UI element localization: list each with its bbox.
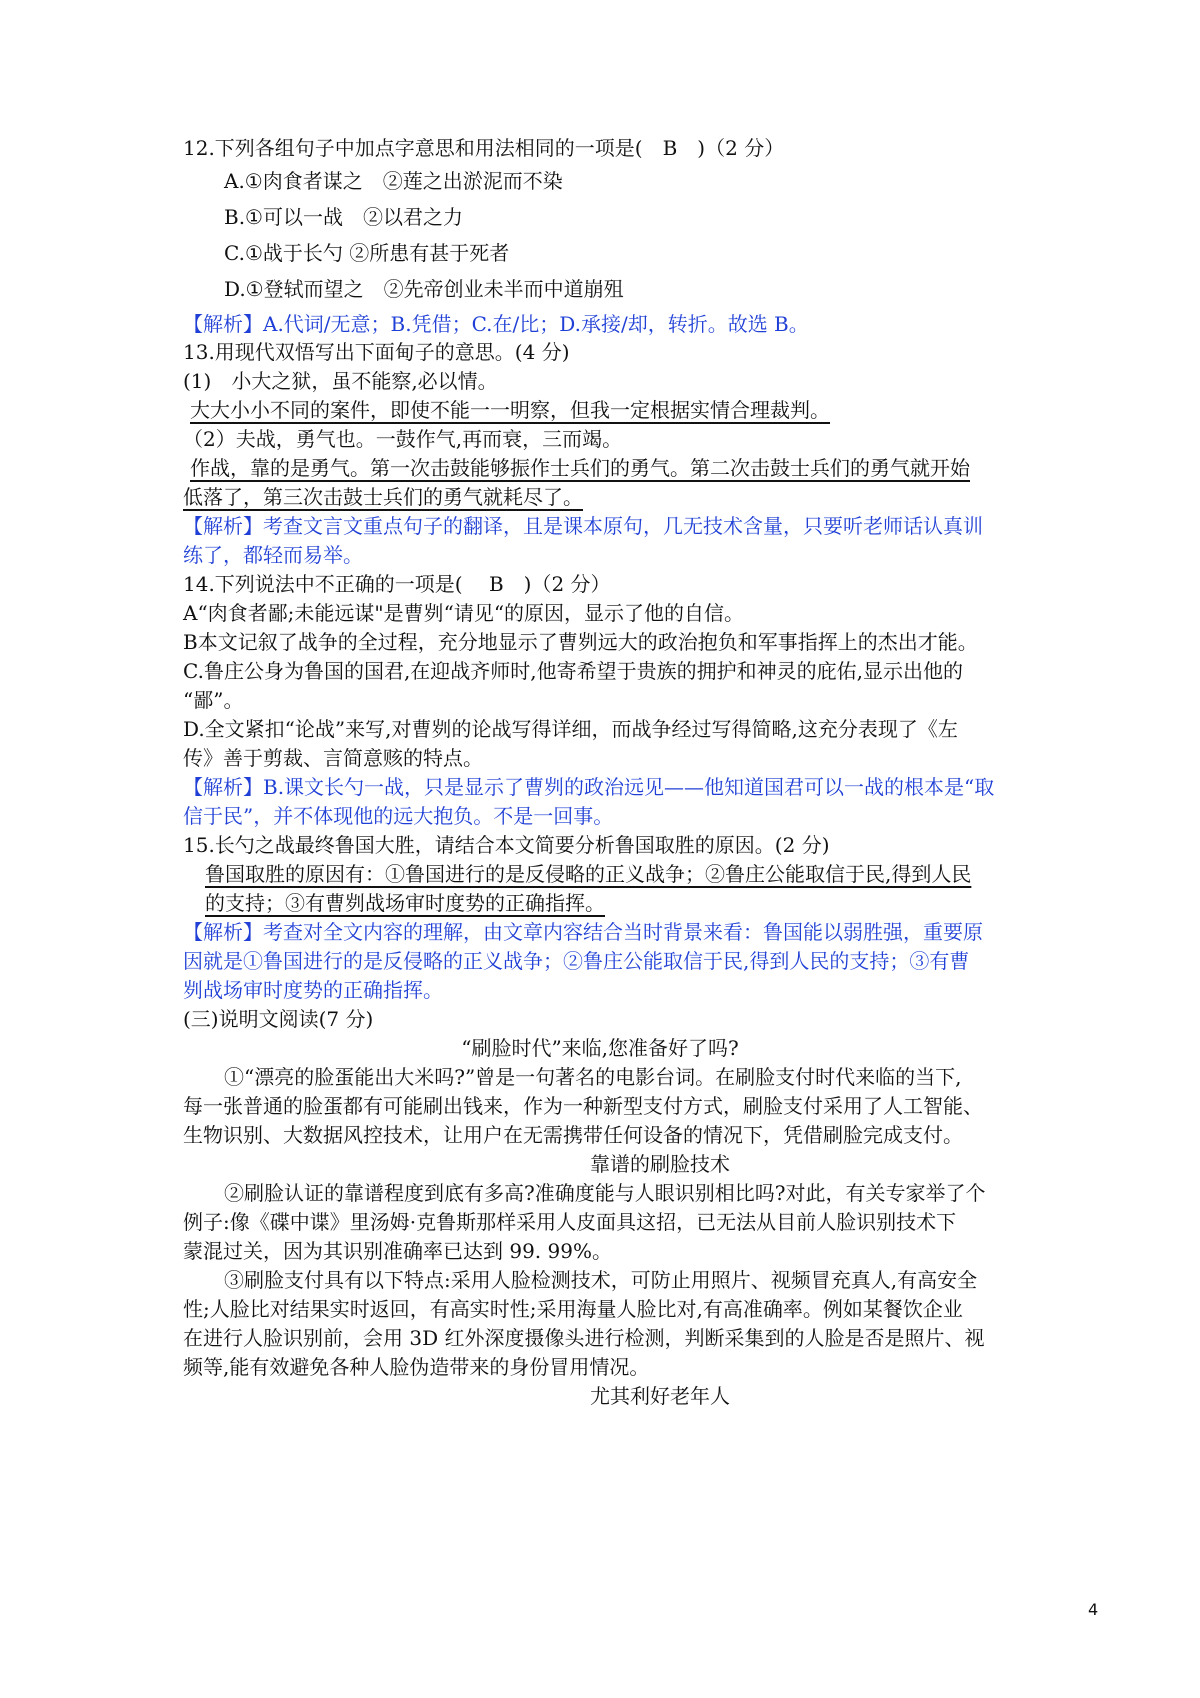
q12-question: 12.下列各组句子中加点字意思和用法相同的一项是( B )（2 分）: [183, 136, 785, 160]
paragraph-1-line-2: 每一张普通的脸蛋都有可能刷出钱来，作为一种新型支付方式，刷脸支付采用了人工智能、: [183, 1094, 983, 1118]
paragraph-3-line-4: 频等,能有效避免各种人脸伪造带来的身份冒用情况。: [183, 1355, 650, 1379]
q14-analysis-line-1: 【解析】B.课文长勺一战，只是显示了曹刿的政治远见——他知道国君可以一战的根本是“取: [183, 775, 995, 799]
q12-option-b: B.①可以一战 ②以君之力: [224, 205, 463, 229]
q13-sentence-1: (1) 小大之狱，虽不能察,必以情。: [183, 369, 498, 393]
q14-option-d-line-1: D.全文紧扣“论战”来写,对曹刿的论战写得详细，而战争经过写得简略,这充分表现了《左: [183, 717, 958, 741]
q12-option-c: C.①战于长勺 ②所患有甚于死者: [224, 241, 510, 265]
q13-sentence-2: （2）夫战，勇气也。一鼓作气,再而衰，三而竭。: [183, 427, 623, 451]
q14-option-c-line-1: C.鲁庄公身为鲁国的国君,在迎战齐师时,他寄希望于贵族的拥护和神灵的庇佑,显示出他的: [183, 659, 964, 683]
subheading-2: 尤其利好老年人: [590, 1384, 730, 1408]
q13-answer-2-line-1: 作战，靠的是勇气。第一次击鼓能够振作士兵们的勇气。第二次击鼓士兵们的勇气就开始: [190, 456, 970, 480]
q12-option-d: D.①登轼而望之 ②先帝创业未半而中道崩殂: [224, 277, 624, 301]
q13-analysis-line-2: 练了，都轻而易举。: [183, 543, 363, 567]
paragraph-2-line-2: 例子:像《碟中谍》里汤姆·克鲁斯那样采用人皮面具这招，已无法从目前人脸识别技术下: [183, 1210, 957, 1234]
q14-option-c-line-2: “鄙”。: [183, 688, 244, 712]
q15-analysis-line-2: 因就是①鲁国进行的是反侵略的正义战争；②鲁庄公能取信于民,得到人民的支持；③有曹: [183, 949, 970, 973]
q15-analysis-line-1: 【解析】考查对全文内容的理解，由文章内容结合当时背景来看：鲁国能以弱胜强，重要原: [183, 920, 983, 944]
paragraph-1-line-1: ①“漂亮的脸蛋能出大米吗?”曾是一句著名的电影台词。在刷脸支付时代来临的当下,: [224, 1065, 962, 1089]
paragraph-2-line-1: ②刷脸认证的靠谱程度到底有多高?准确度能与人眼识别相比吗?对此，有关专家举了个: [224, 1181, 986, 1205]
q14-option-d-line-2: 传》善于剪裁、言简意赅的特点。: [183, 746, 483, 770]
article-title: “刷脸时代”来临,您准备好了吗?: [461, 1036, 739, 1060]
section-heading: (三)说明文阅读(7 分): [183, 1007, 374, 1031]
q13-analysis-line-1: 【解析】考查文言文重点句子的翻译，且是课本原句，几无技术含量，只要听老师话认真训: [183, 514, 983, 538]
q14-option-a: A“肉食者鄙;未能远谋"是曹刿“请见“的原因，显示了他的自信。: [183, 601, 745, 625]
q15-answer-line-1: 鲁国取胜的原因有：①鲁国进行的是反侵略的正义战争；②鲁庄公能取信于民,得到人民: [205, 862, 972, 886]
paragraph-2-line-3: 蒙混过关，因为其识别准确率已达到 99. 99%。: [183, 1239, 612, 1263]
q14-option-b: B本文记叙了战争的全过程，充分地显示了曹刿远大的政治抱负和军事指挥上的杰出才能。: [183, 630, 978, 654]
page-number: 4: [1088, 1600, 1099, 1619]
q12-option-a: A.①肉食者谋之 ②莲之出淤泥而不染: [224, 169, 563, 193]
paragraph-3-line-3: 在进行人脸识别前，会用 3D 红外深度摄像头进行检测，判断采集到的人脸是否是照片、视: [183, 1326, 985, 1350]
q13-question: 13.用现代双悟写出下面甸子的意思。(4 分): [183, 340, 570, 364]
q13-answer-1: 大大小小不同的案件，即使不能一一明察，但我一定根据实情合理裁判。: [190, 398, 830, 422]
q15-analysis-line-3: 刿战场审时度势的正确指挥。: [183, 978, 443, 1002]
q15-question: 15.长勺之战最终鲁国大胜，请结合本文简要分析鲁国取胜的原因。(2 分): [183, 833, 830, 857]
paragraph-3-line-2: 性;人脸比对结果实时返回，有高实时性;采用海量人脸比对,有高准确率。例如某餐饮企业: [183, 1297, 963, 1321]
paragraph-3-line-1: ③刷脸支付具有以下特点:采用人脸检测技术，可防止用照片、视频冒充真人,有高安全: [224, 1268, 978, 1292]
subheading-1: 靠谱的刷脸技术: [590, 1152, 730, 1176]
q15-answer-line-2: 的支持；③有曹刿战场审时度势的正确指挥。: [205, 891, 605, 915]
q14-analysis-line-2: 信于民”，并不体现他的远大抱负。不是一回事。: [183, 804, 614, 828]
q13-answer-2-line-2: 低落了，第三次击鼓士兵们的勇气就耗尽了。: [183, 485, 583, 509]
paragraph-1-line-3: 生物识别、大数据风控技术，让用户在无需携带任何设备的情况下，凭借刷脸完成支付。: [183, 1123, 963, 1147]
q14-question: 14.下列说法中不正确的一项是( B )（2 分）: [183, 572, 611, 596]
q12-analysis: 【解析】A.代词/无意；B.凭借；C.在/比；D.承接/却，转折。故选 B。: [183, 312, 809, 336]
